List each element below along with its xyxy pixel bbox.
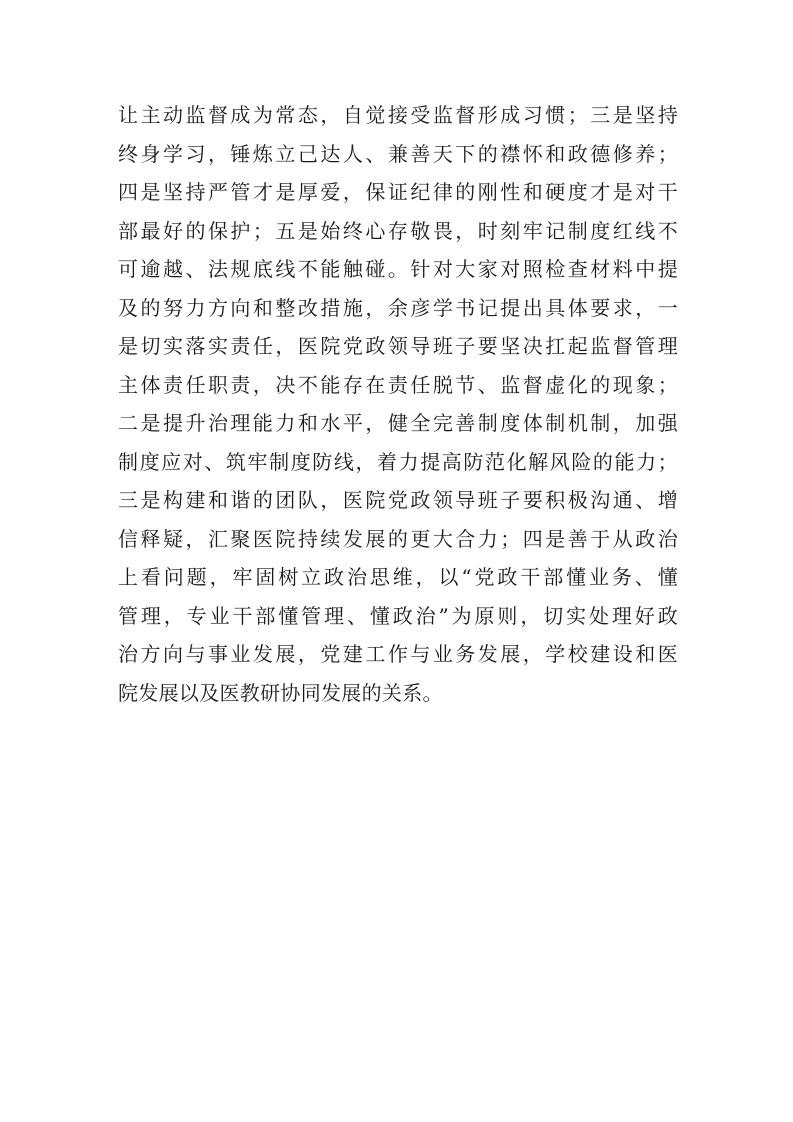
paragraph-line: 主体责任职责，决不能存在责任脱节、监督虚化的现象； [118, 372, 678, 397]
paragraph-line: 终身学习，锤炼立己达人、兼善天下的襟怀和政德修养； [118, 141, 678, 166]
paragraph-line: 信释疑，汇聚医院持续发展的更大合力；四是善于从政治 [118, 526, 678, 551]
paragraph-line: 三是构建和谐的团队，医院党政领导班子要积极沟通、增 [118, 488, 678, 512]
paragraph-line: 部最好的保护；五是始终心存敬畏，时刻牢记制度红线不 [118, 218, 678, 243]
paragraph-line: 四是坚持严管才是厚爱，保证纪律的刚性和硬度才是对干 [118, 180, 678, 204]
paragraph-line: 上看问题，牢固树立政治思维，以“党政干部懂业务、懂 [118, 565, 678, 589]
paragraph-line: 是切实落实责任，医院党政领导班子要坚决扛起监督管理 [118, 334, 678, 358]
paragraph-line: 二是提升治理能力和水平，健全完善制度体制机制，加强 [118, 411, 678, 435]
paragraph-line: 可逾越、法规底线不能触碰。针对大家对照检查材料中提 [118, 257, 678, 281]
paragraph-line: 制度应对、筑牢制度防线，着力提高防范化解风险的能力； [118, 449, 678, 474]
paragraph-line: 让主动监督成为常态，自觉接受监督形成习惯；三是坚持 [118, 103, 678, 127]
paragraph-line: 治方向与事业发展，党建工作与业务发展，学校建设和医 [118, 642, 678, 666]
body-paragraph [118, 96, 678, 712]
paragraph-line: 及的努力方向和整改措施，余彦学书记提出具体要求，一 [118, 295, 678, 320]
paragraph-line: 管理，专业干部懂管理、懂政治”为原则，切实处理好政 [118, 603, 678, 628]
paragraph-line-last: 院发展以及医教研协同发展的关系。 [118, 680, 443, 705]
